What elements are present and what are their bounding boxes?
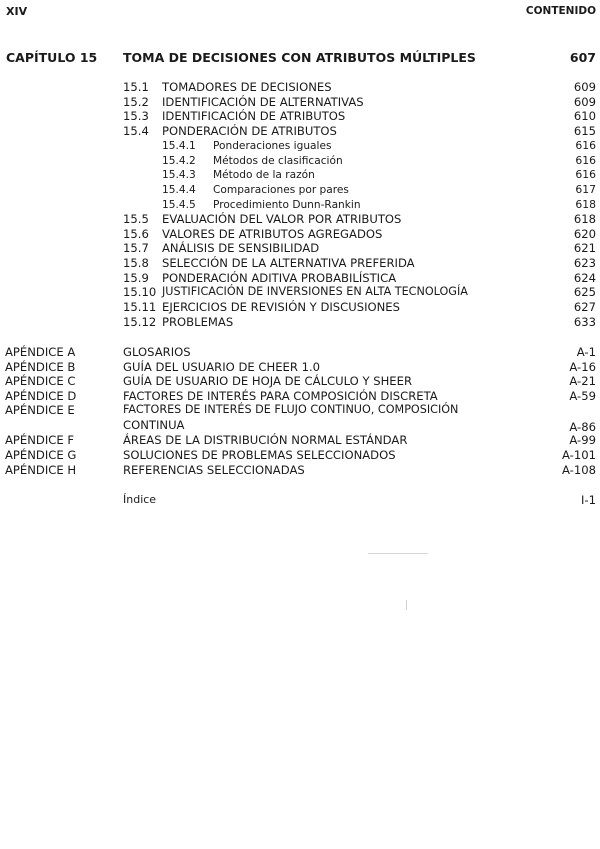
appendix-label: APÉNDICE C: [5, 374, 76, 388]
toc-entry-number: 15.10: [123, 285, 157, 299]
appendix-title: SOLUCIONES DE PROBLEMAS SELECCIONADOS: [123, 448, 396, 462]
toc-subentry-number: 15.4.4: [162, 184, 196, 196]
toc-entry-page: 627: [573, 300, 596, 314]
toc-subentry-number: 15.4.2: [162, 155, 196, 167]
chapter-page: 607: [569, 50, 596, 65]
toc-entry-title: PONDERACIÓN ADITIVA PROBABILÍSTICA: [162, 271, 397, 285]
appendix-title: REFERENCIAS SELECCIONADAS: [123, 463, 305, 477]
page-number: XIV: [6, 5, 28, 18]
toc-entry-page: 610: [573, 109, 596, 123]
running-header: CONTENIDO: [525, 5, 596, 17]
toc-entry-page: 625: [573, 285, 596, 299]
toc-entry-page: 609: [573, 95, 596, 109]
toc-entry-page: 621: [573, 241, 596, 255]
toc-entry-number: 15.6: [123, 227, 149, 241]
toc-entry-number: 15.2: [123, 95, 149, 109]
toc-entry-title: IDENTIFICACIÓN DE ALTERNATIVAS: [162, 95, 364, 109]
toc-subentry-page: 616: [575, 139, 596, 152]
appendix-page: A-108: [562, 463, 596, 477]
chapter-label: CAPÍTULO 15: [6, 50, 98, 65]
toc-entry-number: 15.5: [123, 212, 149, 226]
toc-subentry-title: Métodos de clasificación: [213, 155, 343, 167]
appendix-title: FACTORES DE INTERÉS DE FLUJO CONTINUO, COMPOSICIÓN: [123, 403, 459, 416]
toc-entry-page: 620: [573, 227, 596, 241]
appendix-label: APÉNDICE G: [5, 448, 77, 462]
appendix-page: A-86: [569, 420, 596, 434]
appendix-page: A-101: [562, 448, 596, 462]
toc-entry-number: 15.4: [123, 124, 149, 138]
index-page: I-1: [581, 493, 596, 507]
toc-entry-title: PONDERACIÓN DE ATRIBUTOS: [162, 124, 337, 138]
toc-subentry-title: Ponderaciones iguales: [213, 140, 332, 152]
appendix-page: A-1: [576, 345, 596, 359]
toc-entry-title: ANÁLISIS DE SENSIBILIDAD: [162, 241, 320, 255]
toc-entry-title: VALORES DE ATRIBUTOS AGREGADOS: [162, 227, 383, 241]
appendix-label: APÉNDICE A: [5, 345, 76, 359]
toc-entry-title: JUSTIFICACIÓN DE INVERSIONES EN ALTA TECNOLOGÍA: [162, 285, 468, 298]
toc-entry-number: 15.12: [123, 315, 157, 329]
toc-entry-title: SELECCIÓN DE LA ALTERNATIVA PREFERIDA: [162, 256, 415, 270]
index-label: Índice: [123, 493, 157, 506]
scan-mark: [368, 553, 428, 554]
appendix-label: APÉNDICE F: [5, 433, 75, 447]
appendix-title: GUÍA DE USUARIO DE HOJA DE CÁLCULO Y SHEER: [123, 374, 413, 388]
toc-subentry-title: Comparaciones por pares: [213, 184, 349, 196]
toc-entry-number: 15.7: [123, 241, 149, 255]
appendix-title: GLOSARIOS: [123, 345, 191, 359]
chapter-title: TOMA DE DECISIONES CON ATRIBUTOS MÚLTIPLES: [123, 50, 476, 65]
toc-entry-number: 15.11: [123, 300, 157, 314]
appendix-title: GUÍA DEL USUARIO DE CHEER 1.0: [123, 360, 321, 374]
appendix-title: FACTORES DE INTERÉS PARA COMPOSICIÓN DISCRETA: [123, 389, 438, 403]
toc-entry-number: 15.1: [123, 80, 149, 94]
toc-entry-page: 624: [573, 271, 596, 285]
toc-subentry-title: Procedimiento Dunn-Rankin: [213, 199, 361, 211]
toc-entry-title: EVALUACIÓN DEL VALOR POR ATRIBUTOS: [162, 212, 402, 226]
toc-subentry-page: 617: [575, 183, 596, 196]
appendix-label: APÉNDICE B: [5, 360, 76, 374]
toc-subentry-title: Método de la razón: [213, 169, 315, 181]
appendix-page: A-21: [569, 374, 596, 388]
appendix-label: APÉNDICE D: [5, 389, 77, 403]
toc-entry-page: 615: [573, 124, 596, 138]
appendix-page: A-59: [569, 389, 596, 403]
appendix-page: A-16: [569, 360, 596, 374]
toc-entry-page: 623: [573, 256, 596, 270]
toc-entry-page: 633: [573, 315, 596, 329]
appendix-label: APÉNDICE H: [5, 463, 77, 477]
toc-entry-title: PROBLEMAS: [162, 315, 234, 329]
toc-subentry-number: 15.4.1: [162, 140, 196, 152]
appendix-page: A-99: [569, 433, 596, 447]
appendix-title-continued: CONTINUA: [123, 418, 185, 432]
appendix-title: ÁREAS DE LA DISTRIBUCIÓN NORMAL ESTÁNDAR: [123, 433, 408, 447]
toc-subentry-page: 618: [575, 198, 596, 211]
toc-entry-number: 15.9: [123, 271, 149, 285]
toc-entry-title: IDENTIFICACIÓN DE ATRIBUTOS: [162, 109, 346, 123]
toc-subentry-page: 616: [575, 154, 596, 167]
toc-entry-number: 15.3: [123, 109, 149, 123]
toc-entry-page: 618: [573, 212, 596, 226]
toc-subentry-number: 15.4.5: [162, 199, 196, 211]
toc-entry-title: TOMADORES DE DECISIONES: [162, 80, 332, 94]
toc-entry-title: EJERCICIOS DE REVISIÓN Y DISCUSIONES: [162, 300, 400, 314]
toc-subentry-number: 15.4.3: [162, 169, 196, 181]
scan-mark: [406, 600, 407, 610]
toc-subentry-page: 616: [575, 168, 596, 181]
toc-entry-page: 609: [573, 80, 596, 94]
appendix-label: APÉNDICE E: [5, 403, 75, 417]
toc-entry-number: 15.8: [123, 256, 149, 270]
